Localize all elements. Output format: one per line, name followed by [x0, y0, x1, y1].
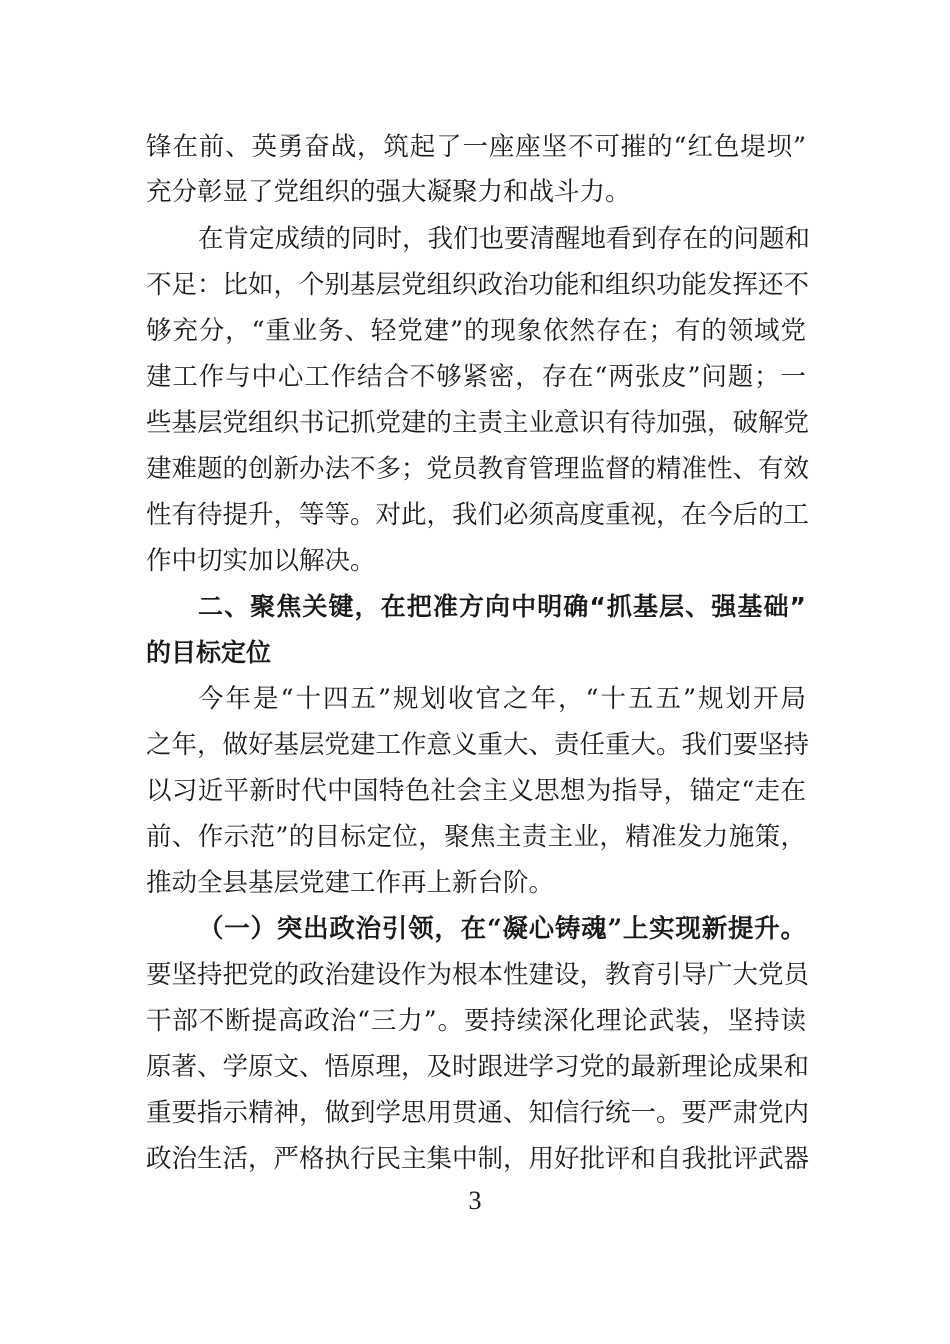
- paragraph-line: 重要指示精神，做到学思用贯通、知信行统一。要严肃党内: [146, 1098, 810, 1128]
- paragraph-line: 够充分，“重业务、轻党建”的现象依然存在；有的领域党: [146, 316, 806, 346]
- paragraph-line: 原著、学原文、悟原理，及时跟进学习党的最新理论成果和: [146, 1052, 810, 1082]
- paragraph-line: 政治生活，严格执行民主集中制，用好批评和自我批评武器: [146, 1144, 810, 1174]
- paragraph-line: 作中切实加以解决。: [146, 546, 376, 576]
- paragraph-line: 干部不断提高政治“三力”。要持续深化理论武装，坚持读: [146, 1006, 806, 1036]
- paragraph-line: 以习近平新时代中国特色社会主义思想为指导，锚定“走在: [146, 776, 806, 806]
- page-number: 3: [468, 1186, 482, 1215]
- section-heading: 二、聚焦关键，在把准方向中明确“抓基层、强基础”: [198, 592, 806, 621]
- paragraph-line: 充分彰显了党组织的强大凝聚力和战斗力。: [146, 177, 631, 207]
- paragraph-line: 之年，做好基层党建工作意义重大、责任重大。我们要坚持: [146, 730, 810, 760]
- paragraph-line: 前、作示范”的目标定位，聚焦主责主业，精准发力施策，: [146, 822, 806, 852]
- paragraph-line: 建难题的创新办法不多；党员教育管理监督的精准性、有效: [146, 454, 810, 484]
- paragraph-line: 不足：比如，个别基层党组织政治功能和组织功能发挥还不: [146, 270, 810, 300]
- section-heading: 的目标定位: [146, 638, 272, 667]
- paragraph-line: 性有待提升，等等。对此，我们必须高度重视，在今后的工: [146, 500, 810, 530]
- paragraph-line: 要坚持把党的政治建设作为根本性建设，教育引导广大党员: [146, 960, 810, 990]
- paragraph-line: 推动全县基层党建工作再上新台阶。: [146, 868, 555, 898]
- paragraph-line: 在肯定成绩的同时，我们也要清醒地看到存在的问题和: [198, 224, 811, 254]
- paragraph-line: 建工作与中心工作结合不够紧密，存在“两张皮”问题；一: [146, 362, 806, 392]
- paragraph-line: 锋在前、英勇奋战，筑起了一座座坚不可摧的“红色堤坝”: [146, 132, 806, 162]
- paragraph-line: 些基层党组织书记抓党建的主责主业意识有待加强，破解党: [146, 408, 810, 438]
- subsection-heading: （一）突出政治引领，在“凝心铸魂”上实现新提升。: [198, 914, 806, 944]
- paragraph-line: 今年是“十四五”规划收官之年，“十五五”规划开局: [198, 684, 806, 714]
